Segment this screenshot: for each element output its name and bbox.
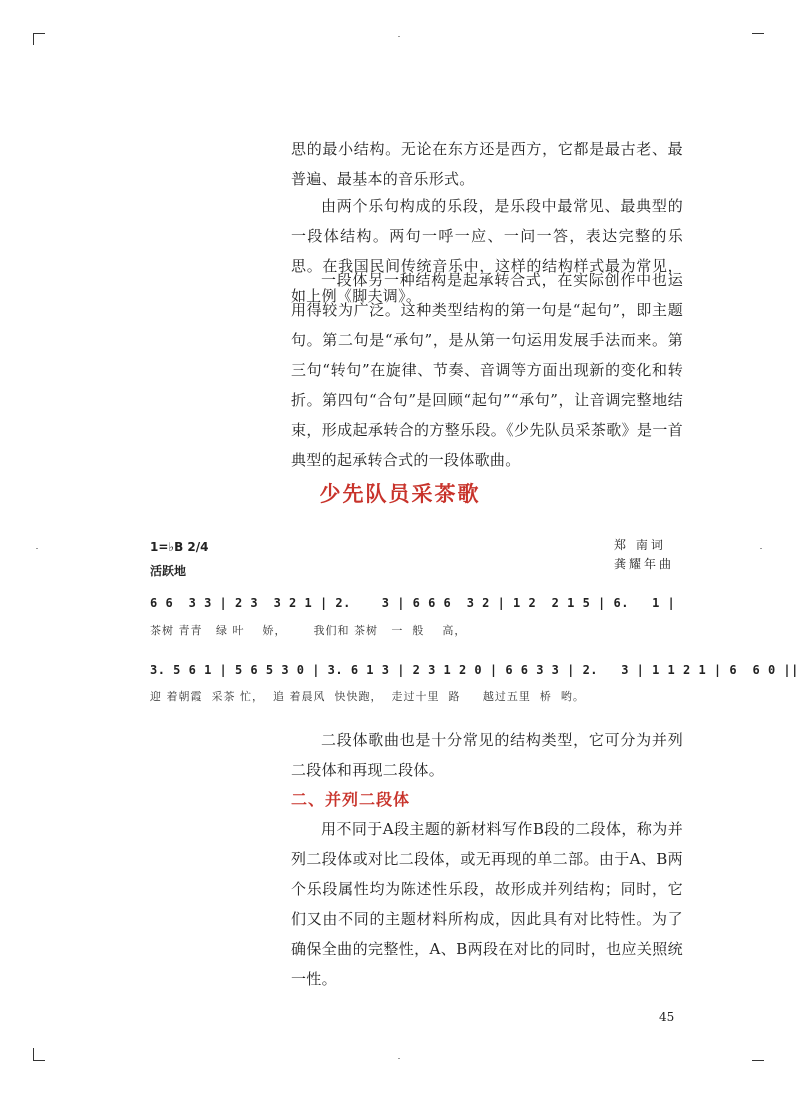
song-lyricist: 郑 南词 xyxy=(614,538,666,552)
register-dot-top xyxy=(398,36,400,37)
crop-mark-top-left-h xyxy=(33,33,45,34)
score-line-2-notes: 3. 5 6 1 | 5 6 5 3 0 | 3. 6 1 3 | 2 3 1 2 0 | 6 6 3 3 | 2. 3 | 1 1 2 1 | 6 6 0 || xyxy=(150,663,799,677)
crop-mark-bottom-left-h xyxy=(33,1060,45,1061)
register-dot-bottom xyxy=(398,1058,400,1059)
paragraph-after-score: 二段体歌曲也是十分常见的结构类型，它可分为并列二段体和再现二段体。 xyxy=(291,731,683,779)
page-number: 45 xyxy=(659,1010,675,1024)
score-line-1-lyrics: 茶树 青青 绿 叶 娇， 我们和 茶树 一 般 高， xyxy=(150,624,467,637)
song-tempo: 活跃地 xyxy=(150,564,187,578)
paragraph-2: 由两个乐句构成的乐段，是乐段中最常见、最典型的一段体结构。两句一呼一应、一问一答，表达完整的乐思。在我国民间传统音乐中，这样的结构样式最为常见，如上例《脚夫调》。 xyxy=(291,197,683,305)
paragraph-1: 思的最小结构。无论在东方还是西方，它都是最古老、最普遍、最基本的音乐形式。 xyxy=(291,140,683,188)
crop-mark-bottom-right-h xyxy=(752,1060,764,1061)
section-heading: 二、并列二段体 xyxy=(291,790,411,809)
song-key: 1=♭B 2/4 xyxy=(150,540,209,554)
crop-mark-top-left-v xyxy=(33,33,34,45)
register-dot-left xyxy=(36,548,38,549)
paragraph-3: 一段体另一种结构是起承转合式，在实际创作中也运用得较为广泛。这种类型结构的第一句是“起句”，即主题句。第二句是“承句”，是从第一句运用发展手法而来。第三句“转句”在旋律、节奏、音调等方面出现新的变化和转折。第四句“合句”是回顾“起句”“承句”，让音调完整地结束，形成起承转合的方整乐段。《少先队员采茶歌》是一首典型的起承转合式的一段体歌曲。 xyxy=(291,271,683,469)
song-composer: 龚耀年曲 xyxy=(614,557,675,571)
crop-mark-bottom-left-v xyxy=(33,1048,34,1060)
score-line-1-notes: 6 6 3 3 | 2 3 3 2 1 | 2. 3 | 6 6 6 3 2 | 1 2 2 1 5 | 6. 1 | xyxy=(150,596,676,610)
score-line-2-lyrics: 迎 着朝霞 采茶 忙， 追 着晨风 快快跑， 走过十里 路 越过五里 桥 哟。 xyxy=(150,690,585,703)
paragraph-last: 用不同于A段主题的新材料写作B段的二段体，称为并列二段体或对比二段体，或无再现的单二部。由于A、B两个乐段属性均为陈述性乐段，故形成并列结构；同时，它们又由不同的主题材料所构成，因此具有对比特性。为了确保全曲的完整性，A、B两段在对比的同时，也应关照统一性。 xyxy=(291,820,683,988)
register-dot-right xyxy=(760,548,762,549)
song-title: 少先队员采茶歌 xyxy=(319,481,481,506)
crop-mark-top-right-h xyxy=(752,33,764,34)
